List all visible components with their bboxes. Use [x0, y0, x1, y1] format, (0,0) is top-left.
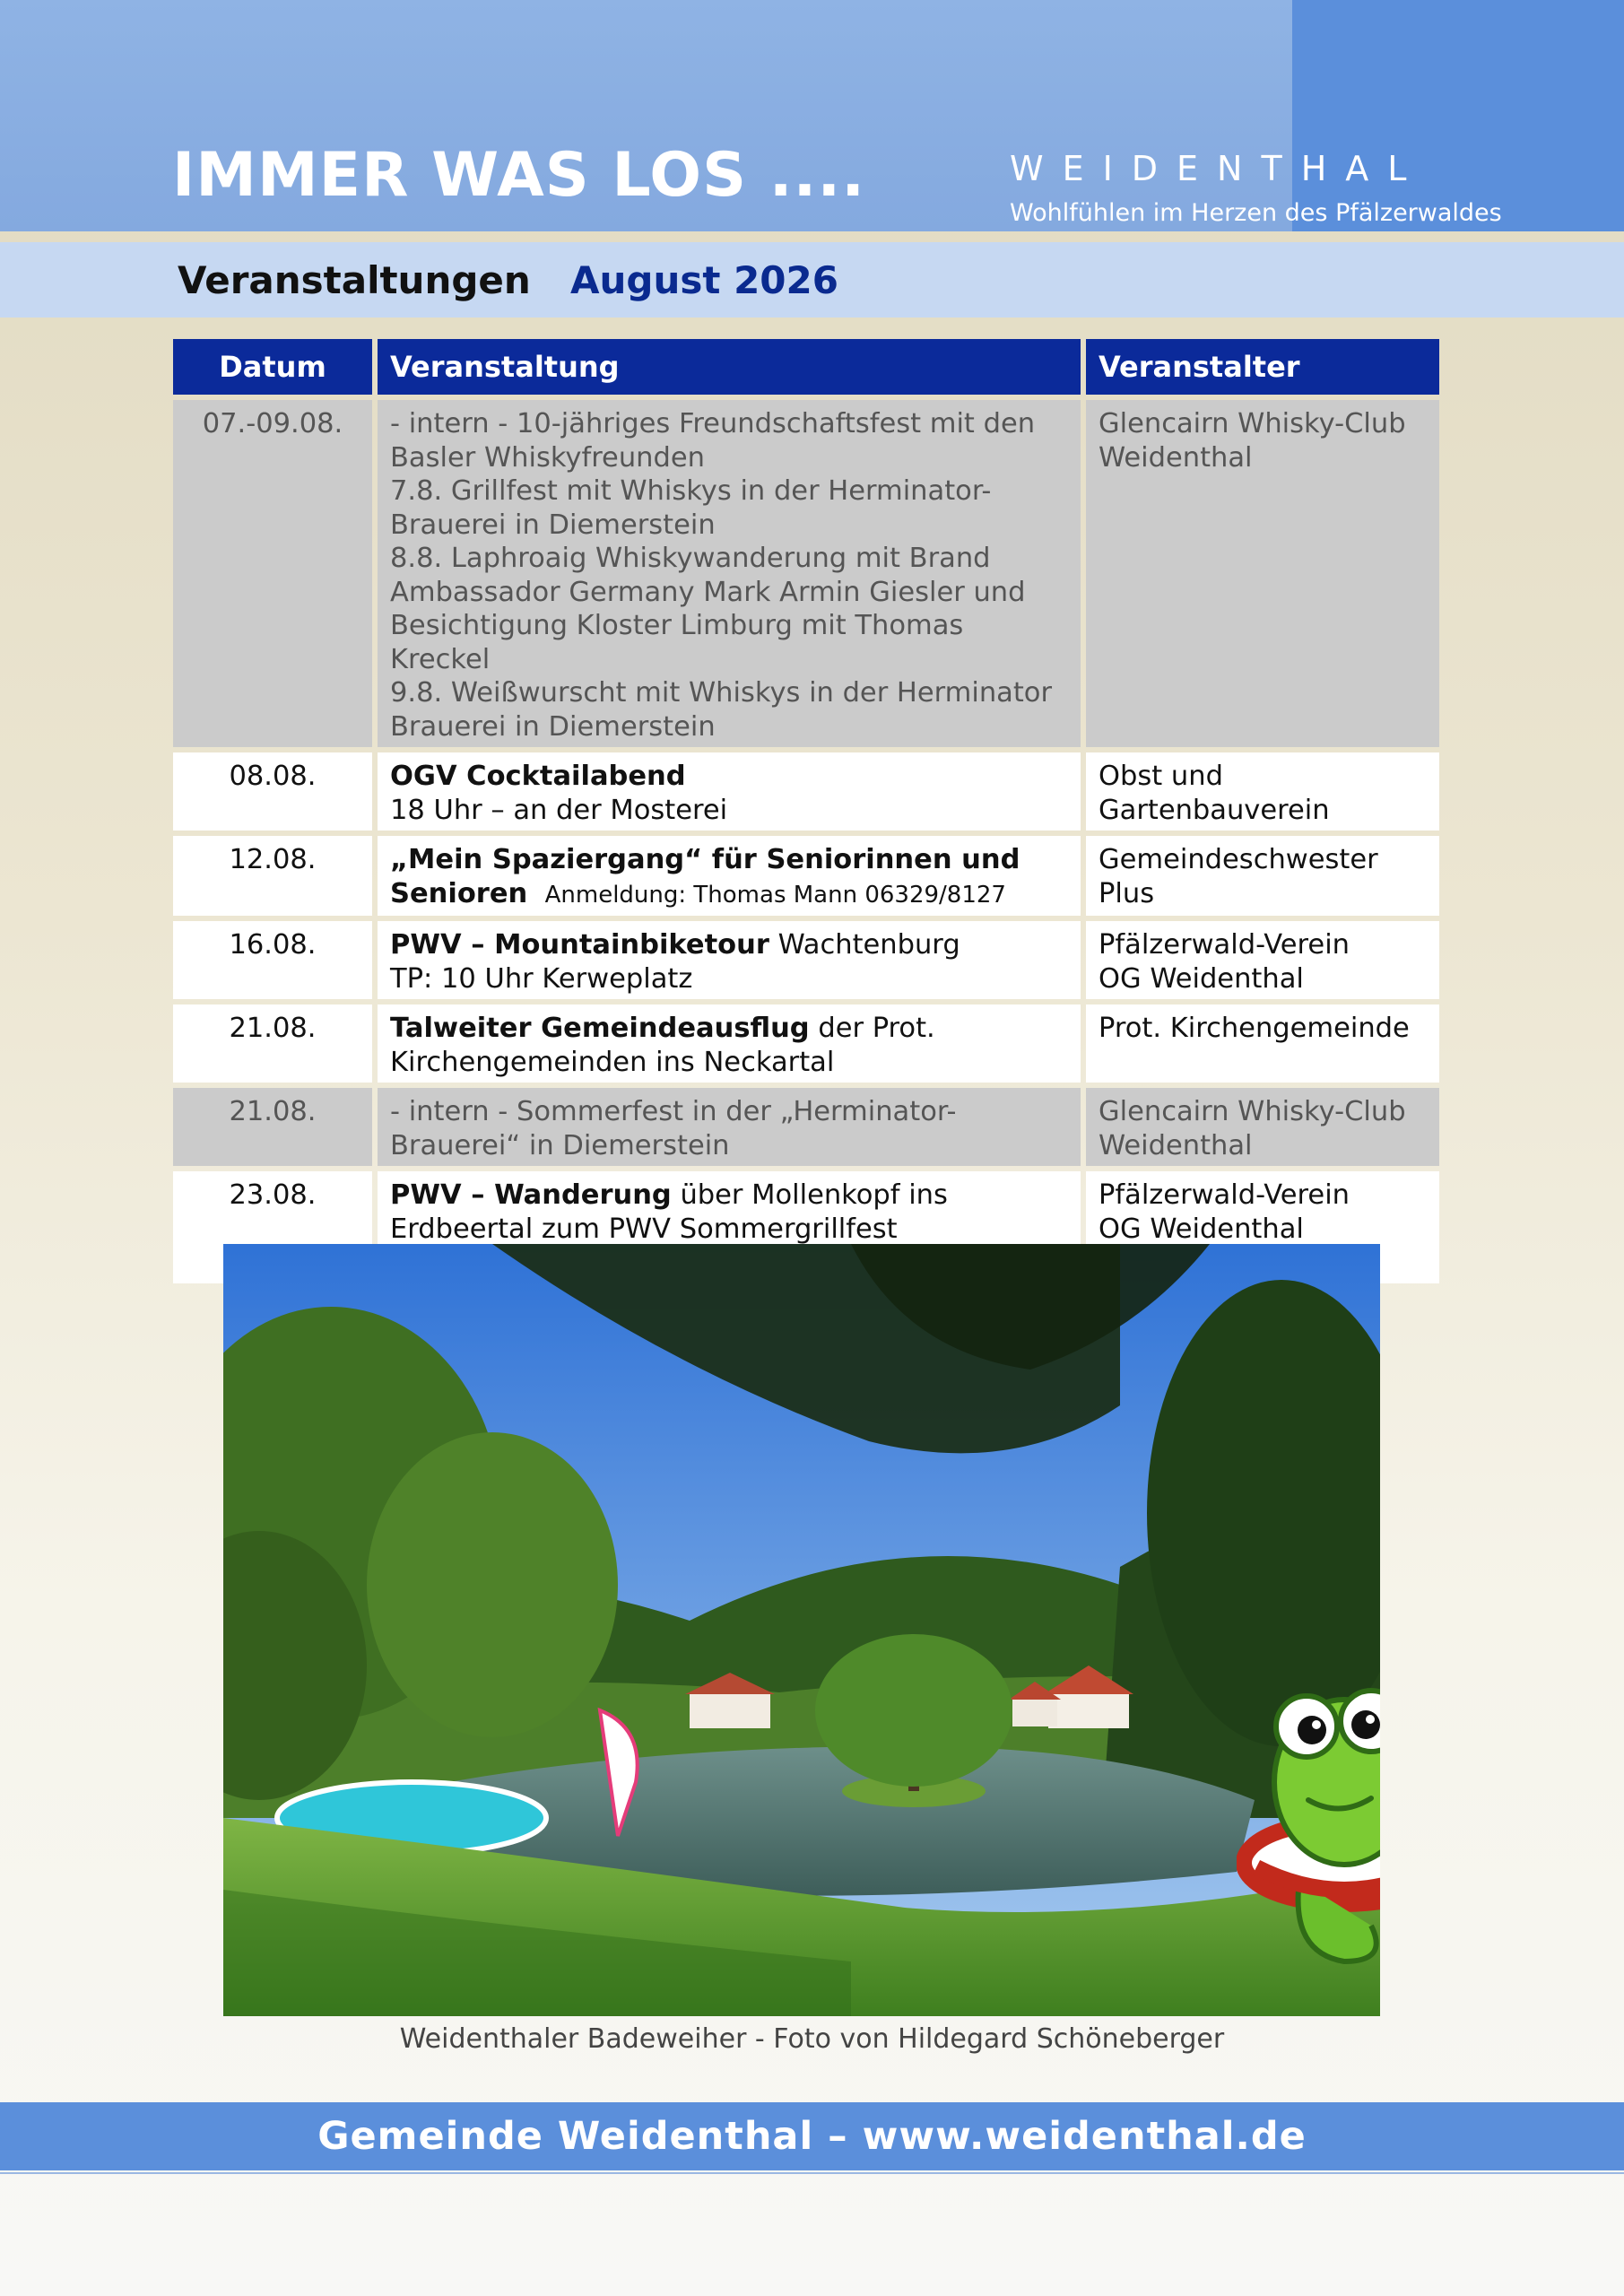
events-table [173, 339, 1429, 1283]
event-line: 7.8. Grillfest mit Whiskys in der Herminator- [390, 475, 992, 507]
footer-text: Gemeinde Weidenthal – www.weidenthal.de [317, 2114, 1307, 2159]
event-organizer [1086, 1088, 1439, 1166]
column-header-event: Veranstaltung [378, 339, 1081, 395]
header-accent-block [1292, 0, 1624, 231]
event-title-rest: über Mollenkopf ins [671, 1179, 948, 1211]
event-title-rest: der Prot. [809, 1013, 935, 1044]
column-header-date: Datum [173, 339, 372, 395]
event-line: Basler Whiskyfreunden [390, 441, 705, 474]
event-line: Besichtigung Kloster Limburg mit Thomas [390, 610, 964, 641]
photo-caption: Weidenthaler Badeweiher - Foto von Hildegard Schöneberger [399, 2023, 1225, 2055]
town-tagline: Wohlfühlen im Herzen des Pfälzerwaldes [1010, 199, 1502, 227]
event-date: 07.-09.08. [173, 400, 372, 747]
section-title: Veranstaltungen [178, 258, 531, 302]
organizer-line: OG Weidenthal [1099, 1213, 1304, 1245]
event-registration-note: Anmeldung: Thomas Mann 06329/8127 [544, 881, 1006, 909]
month-label: August 2026 [570, 258, 838, 302]
organizer-line: Pfälzerwald-Verein [1099, 1179, 1350, 1211]
event-line: Brauerei“ in Diemerstein [390, 1129, 730, 1161]
town-name: WEIDENTHAL [1010, 149, 1426, 188]
event-title: Talweiter Gemeindeausflug [390, 1013, 810, 1044]
event-line: Ambassador Germany Mark Armin Giesler und [390, 576, 1026, 608]
footer-bar [0, 2102, 1624, 2170]
event-date: 21.08. [173, 1088, 372, 1166]
lake-photo [223, 1244, 1380, 2016]
event-detail: TP: 10 Uhr Kerweplatz [390, 962, 693, 995]
event-date: 16.08. [173, 921, 372, 999]
event-description [378, 1004, 1081, 1083]
event-organizer [1086, 400, 1439, 747]
event-title: PWV – Wanderung [390, 1179, 672, 1211]
frog-mascot-icon [1237, 1674, 1380, 1979]
organizer-line: Prot. Kirchengemeinde [1099, 1013, 1410, 1044]
organizer-line: Glencairn Whisky-Club [1099, 1096, 1406, 1127]
event-line: Kreckel [390, 643, 491, 675]
event-title: Senioren [390, 877, 528, 909]
organizer-line: OG Weidenthal [1099, 962, 1304, 995]
event-title-rest: Wachtenburg [769, 929, 960, 961]
footer-divider [0, 2172, 1624, 2174]
event-date: 21.08. [173, 1004, 372, 1083]
event-description [378, 400, 1081, 747]
event-line: - intern - Sommerfest in der „Herminator- [390, 1096, 957, 1127]
organizer-line: Pfälzerwald-Verein [1099, 929, 1350, 961]
organizer-line: Gartenbauverein [1099, 794, 1330, 826]
event-description [378, 836, 1081, 916]
event-date: 23.08. [173, 1171, 372, 1283]
event-detail: Erdbeertal zum PWV Sommergrillfest [390, 1213, 898, 1245]
event-line: Brauerei in Diemerstein [390, 710, 716, 743]
event-organizer [1086, 836, 1439, 916]
organizer-line: Obst und [1099, 761, 1223, 792]
event-line: - intern - 10-jähriges Freundschaftsfest mit den [390, 408, 1036, 439]
event-title: PWV – Mountainbiketour [390, 929, 769, 961]
event-description [378, 921, 1081, 999]
event-date: 08.08. [173, 752, 372, 831]
event-description [378, 1088, 1081, 1166]
event-line: 9.8. Weißwurscht mit Whiskys in der Herminator [390, 677, 1053, 709]
event-organizer [1086, 1004, 1439, 1083]
event-title: OGV Cocktailabend [390, 761, 686, 792]
event-organizer [1086, 921, 1439, 999]
event-date: 12.08. [173, 836, 372, 916]
event-title: „Mein Spaziergang“ für Seniorinnen und [390, 844, 1020, 875]
event-line: 8.8. Laphroaig Whiskywanderung mit Brand [390, 543, 991, 574]
page-title: IMMER WAS LOS .... [172, 140, 866, 211]
event-line: Brauerei in Diemerstein [390, 509, 716, 541]
organizer-line: Weidenthal [1099, 441, 1253, 474]
event-detail: Kirchengemeinden ins Neckartal [390, 1046, 835, 1078]
column-header-organizer: Veranstalter [1086, 339, 1439, 395]
organizer-line: Gemeindeschwester [1099, 844, 1378, 875]
organizer-line: Plus [1099, 877, 1155, 909]
organizer-line: Glencairn Whisky-Club [1099, 408, 1406, 439]
event-description [378, 752, 1081, 831]
event-detail: 18 Uhr – an der Mosterei [390, 794, 728, 826]
event-organizer [1086, 752, 1439, 831]
organizer-line: Weidenthal [1099, 1129, 1253, 1161]
